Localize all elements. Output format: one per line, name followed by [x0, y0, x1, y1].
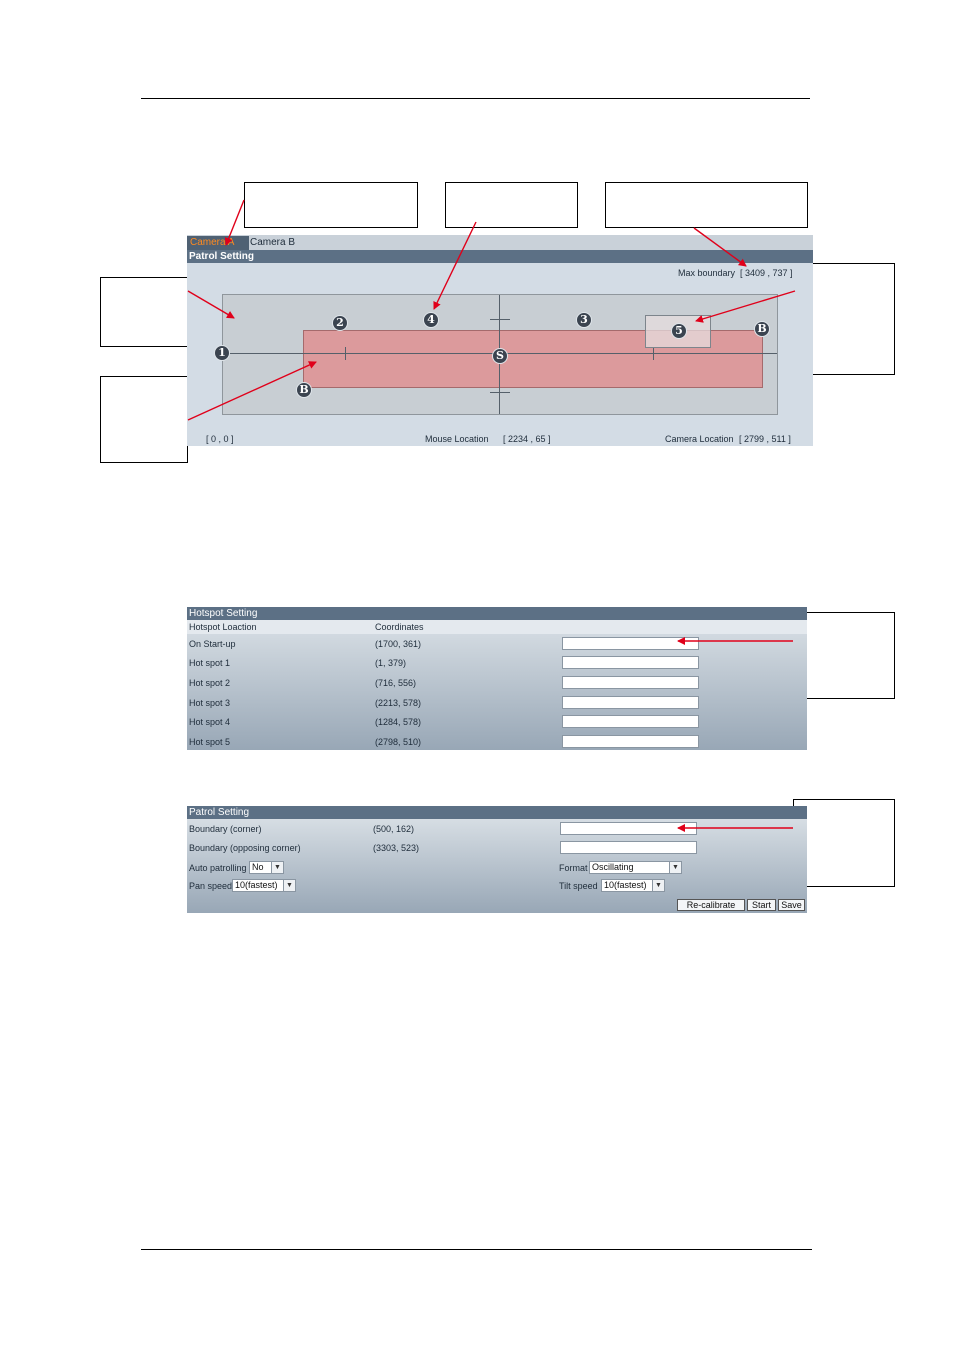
column-coordinates: Coordinates — [375, 622, 424, 632]
start-position-marker[interactable]: S — [492, 348, 508, 364]
auto-patrolling-label: Auto patrolling — [189, 863, 247, 873]
hotspot-5-marker[interactable]: 5 — [671, 323, 687, 339]
hotspot-coords: (1, 379) — [375, 658, 407, 668]
hotspot-3-marker[interactable]: 3 — [576, 312, 592, 328]
chevron-down-icon: ▼ — [271, 862, 283, 873]
tilt-speed-label: Tilt speed — [559, 881, 598, 891]
format-value: Oscillating — [592, 862, 634, 872]
mouse-location-value: [ 2234 , 65 ] — [503, 434, 551, 444]
origin-coordinates: [ 0 , 0 ] — [206, 434, 234, 444]
max-boundary-label: Max boundary — [678, 268, 736, 278]
arrow-to-patrol-zone — [188, 362, 316, 420]
hotspot-label: On Start-up — [189, 639, 236, 649]
patrol-setting-title: Patrol Setting — [187, 806, 807, 819]
chevron-down-icon: ▼ — [652, 880, 664, 891]
column-hotspot-location: Hotspot Loaction — [189, 622, 257, 632]
boundary-corner-value: (500, 162) — [373, 824, 415, 834]
hotspot-coords: (716, 556) — [375, 678, 417, 688]
tab-camera-b[interactable]: Camera B — [250, 237, 296, 248]
arrow-to-camera-tab — [226, 200, 244, 245]
camera-location-value: [ 2799 , 511 ] — [739, 434, 791, 444]
pan-speed-value: 10(fastest) — [235, 880, 278, 890]
arrow-to-map-area — [188, 291, 234, 318]
format-label: Format — [559, 863, 588, 873]
chevron-down-icon: ▼ — [669, 862, 681, 873]
hotspot-setting-title: Hotspot Setting — [187, 607, 807, 620]
pan-speed-label: Pan speed — [189, 881, 233, 891]
hotspot-label: Hot spot 5 — [189, 737, 231, 747]
start-button[interactable]: Start — [747, 899, 776, 911]
recalibrate-button[interactable]: Re-calibrate — [677, 899, 745, 911]
hotspot-2-marker[interactable]: 2 — [332, 315, 348, 331]
boundary-corner-label: Boundary (corner) — [189, 824, 262, 834]
arrow-to-hotspot-5 — [696, 291, 795, 321]
mouse-location-label: Mouse Location — [425, 434, 489, 444]
boundary-opposing-corner-marker[interactable]: B — [754, 321, 770, 337]
chevron-down-icon: ▼ — [283, 880, 295, 891]
arrow-to-max-boundary — [694, 228, 746, 266]
hotspot-coords: (1700, 361) — [375, 639, 422, 649]
hotspot-coords: (2798, 510) — [375, 737, 422, 747]
hotspot-4-marker[interactable]: 4 — [423, 312, 439, 328]
auto-patrolling-value: No — [252, 862, 264, 872]
hotspot-1-marker[interactable]: 1 — [214, 345, 230, 361]
hotspot-label: Hot spot 4 — [189, 717, 231, 727]
hotspot-label: Hot spot 1 — [189, 658, 231, 668]
max-boundary-value: [ 3409 , 737 ] — [740, 268, 793, 278]
hotspot-label: Hot spot 2 — [189, 678, 231, 688]
boundary-corner-marker[interactable]: B — [296, 382, 312, 398]
boundary-opposing-value: (3303, 523) — [373, 843, 420, 853]
hotspot-label: Hot spot 3 — [189, 698, 231, 708]
tilt-speed-value: 10(fastest) — [604, 880, 647, 890]
tab-camera-a[interactable]: Camera A — [187, 236, 249, 250]
boundary-opposing-label: Boundary (opposing corner) — [189, 843, 301, 853]
hotspot-coords: (1284, 578) — [375, 717, 422, 727]
save-button[interactable]: Save — [778, 899, 805, 911]
hotspot-coords: (2213, 578) — [375, 698, 422, 708]
arrow-to-hotspot-4 — [434, 222, 476, 309]
camera-location-label: Camera Location — [665, 434, 734, 444]
patrol-map-title: Patrol Setting — [187, 250, 813, 263]
